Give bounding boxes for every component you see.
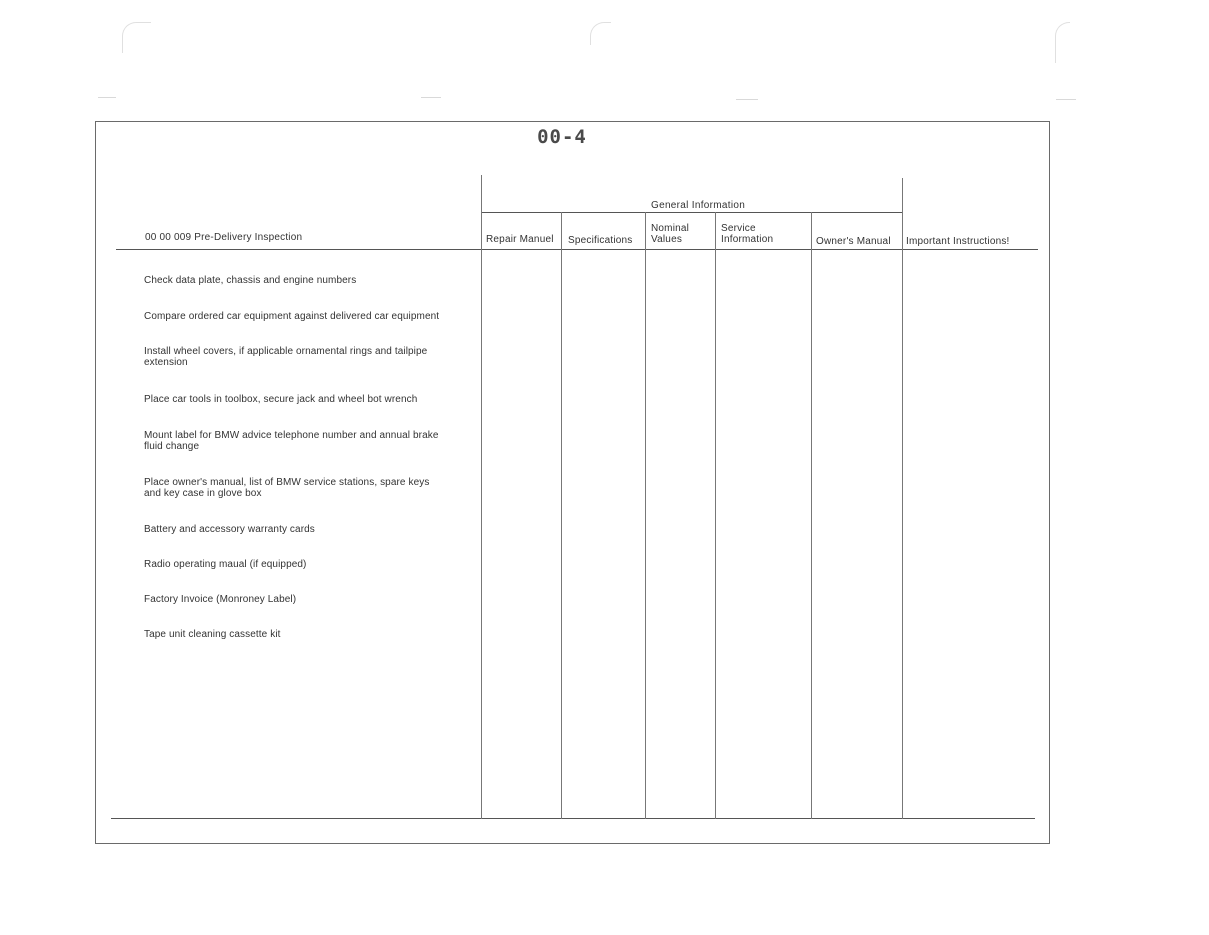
column-divider [811,212,812,819]
checklist-item: Radio operating maual (if equipped) [144,559,307,570]
checklist-item: Mount label for BMW advice telephone number and annual brake fluid change [144,430,439,452]
checklist-item: Compare ordered car equipment against delivered car equipment [144,311,440,322]
header-rule [116,249,1038,250]
column-header-owners-manual: Owner's Manual [816,236,891,247]
punch-hole-mark-center [590,22,611,45]
group-title: General Information [651,200,746,211]
column-divider [902,178,903,819]
column-divider [715,212,716,819]
column-divider [645,212,646,819]
checklist-item: Battery and accessory warranty cards [144,524,315,535]
scan-mark [98,97,116,98]
column-header-nominal-values: Nominal Values [651,223,690,245]
scan-mark [736,99,758,100]
checklist-item: Place owner's manual, list of BMW service stations, spare keys and key case in glove box [144,477,430,499]
punch-hole-mark-left [122,22,151,53]
scan-mark [421,97,441,98]
column-header-important-instructions: Important Instructions! [906,236,1010,247]
column-divider [481,175,482,819]
column-header-service-information: Service Information [721,223,774,245]
punch-hole-mark-right [1055,22,1070,63]
checklist-item: Install wheel covers, if applicable ornamental rings and tailpipe extension [144,346,428,368]
scan-mark [1056,99,1076,100]
column-header-repair-manual: Repair Manuel [486,234,554,245]
column-divider [561,212,562,819]
column-header-specifications: Specifications [568,235,633,246]
footer-rule [111,818,1035,819]
checklist-item: Place car tools in toolbox, secure jack and wheel bot wrench [144,394,418,405]
section-title: 00 00 009 Pre-Delivery Inspection [145,232,303,243]
page-number: 00-4 [537,126,587,148]
checklist-item: Factory Invoice (Monroney Label) [144,594,297,605]
checklist-item: Tape unit cleaning cassette kit [144,629,281,640]
checklist-item: Check data plate, chassis and engine numbers [144,275,357,286]
group-header-rule [481,212,903,213]
